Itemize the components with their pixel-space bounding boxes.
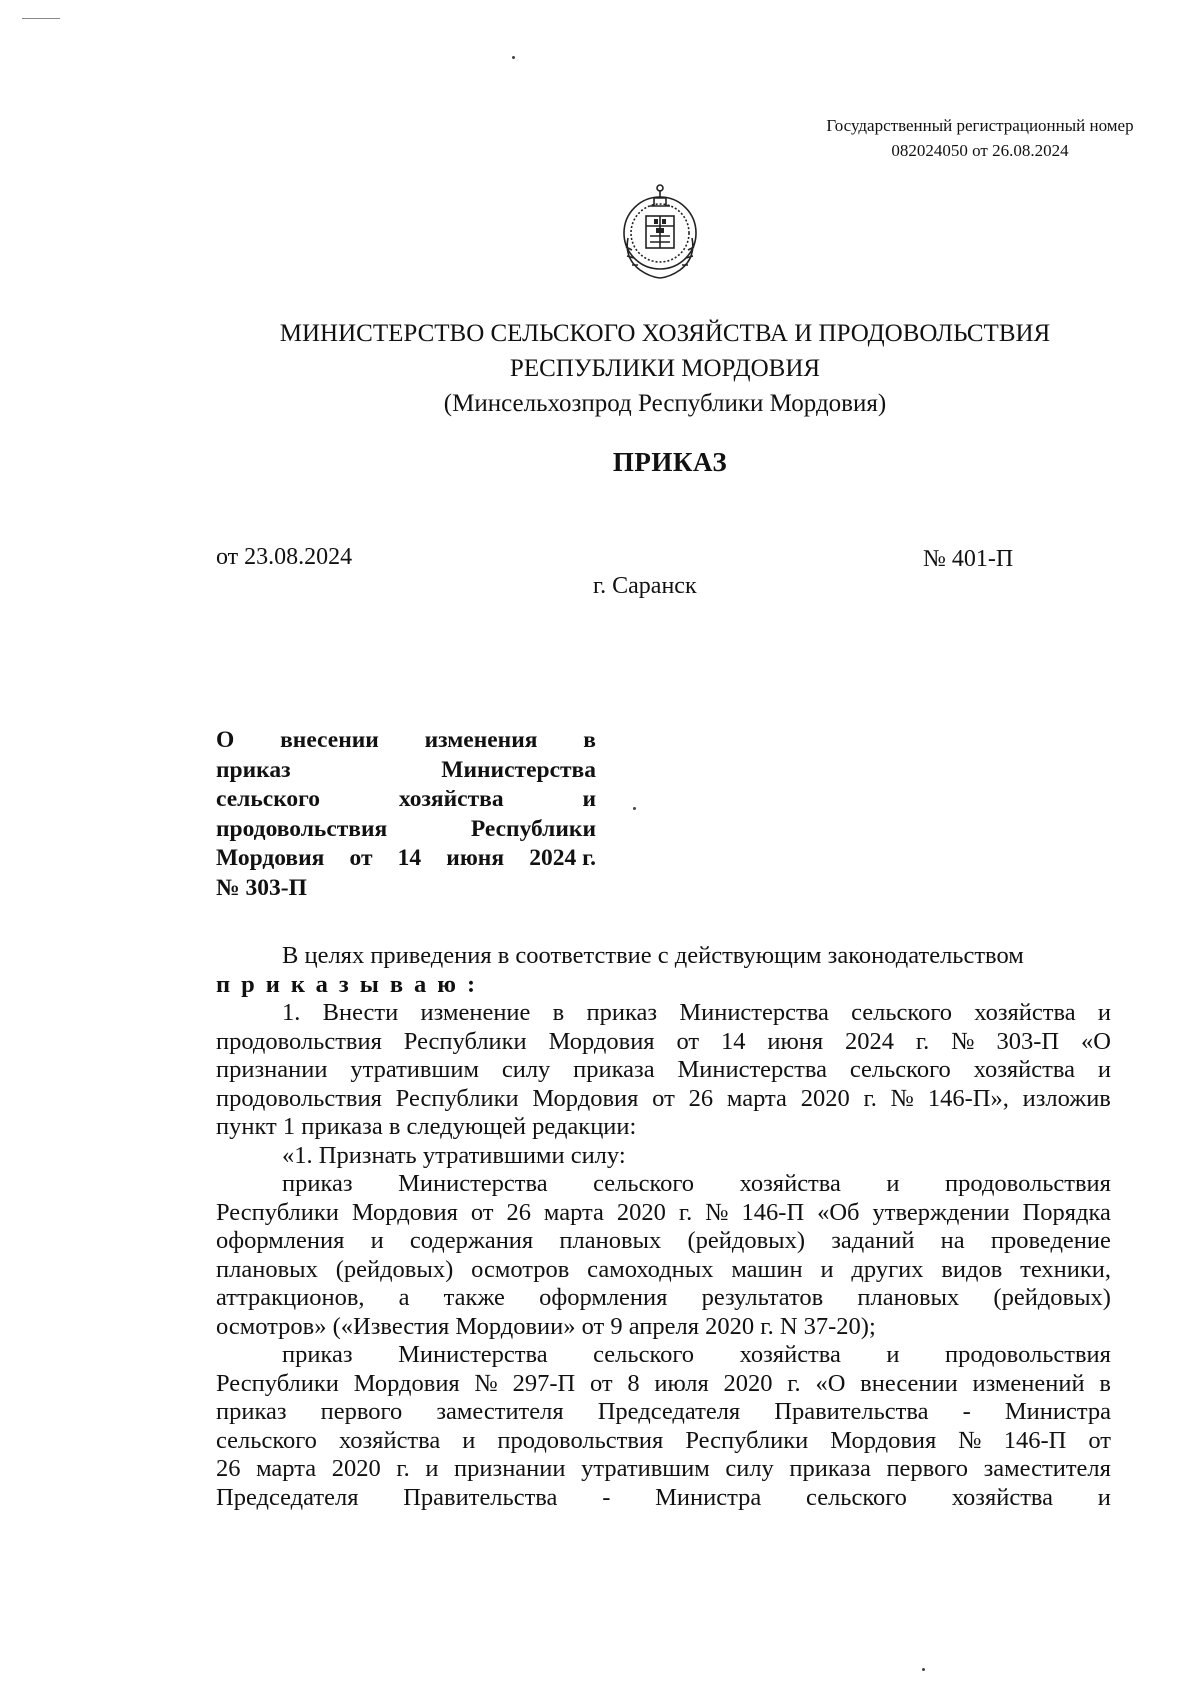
subject-word: 2024 г.: [529, 845, 596, 871]
scan-artifact-line: [22, 18, 60, 19]
paragraph-line: Республики Мордовия № 297-П от 8 июля 2020 г. «О внесении изменений в: [216, 1369, 1111, 1397]
paragraph-line: Председателя Правительства - Министра сельского хозяйства и: [216, 1483, 1111, 1511]
subject-word: в: [583, 727, 596, 753]
subject-word: сельского: [216, 786, 321, 812]
paragraph-line: сельского хозяйства и продовольствия Республики Мордовия № 146-П от: [216, 1426, 1111, 1454]
subject-word: внесении: [280, 727, 379, 753]
paragraph-line: продовольствия Республики Мордовия от 14 июня 2024 г. № 303-П «О: [216, 1027, 1111, 1055]
subject-word: изменения: [424, 727, 538, 753]
subject-line: [216, 874, 596, 904]
subject-word: 14: [397, 845, 422, 871]
scan-artifact-dot: [512, 56, 515, 59]
paragraph-line: приказ Министерства сельского хозяйства и продовольствия: [282, 1170, 1111, 1197]
subject-line: [216, 756, 596, 786]
paragraph-line: 26 марта 2020 г. и признании утратившим силу приказа первого заместителя: [216, 1455, 1111, 1482]
paragraph-line: осмотров» («Известия Мордовии» от 9 апреля 2020 г. N 37-20);: [216, 1312, 876, 1340]
subject-line: [216, 844, 596, 874]
order-number: № 401-П: [923, 546, 1014, 572]
paragraph-3: [216, 1170, 1111, 1341]
order-body: [216, 942, 1111, 1512]
paragraph-line: плановых (рейдовых) осмотров самоходных машин и других видов техники,: [216, 1255, 1111, 1283]
subject-word: Министерства: [441, 756, 596, 783]
subject-word: приказ: [216, 756, 291, 783]
subject-line: [216, 785, 596, 815]
order-subject: [216, 726, 596, 903]
ministry-short-name: (Минсельхозпрод Республики Мордовия): [443, 390, 887, 417]
scan-artifact-dot: [922, 1668, 925, 1671]
subject-word: № 303-П: [216, 874, 307, 901]
subject-word: О: [216, 727, 235, 753]
ministry-name-line-2: РЕСПУБЛИКИ МОРДОВИЯ: [509, 355, 821, 382]
subject-word: продовольствия: [216, 815, 388, 842]
paragraph-line: продовольствия Республики Мордовия от 26 марта 2020 г. № 146-П», изложив: [216, 1084, 1111, 1112]
subject-line: [216, 726, 596, 756]
order-word: приказываю:: [216, 970, 487, 998]
subject-word: хозяйства: [398, 786, 504, 812]
registration-line-1: Государственный регистрационный номер: [826, 116, 1134, 135]
ministry-name-line-1: МИНИСТЕРСТВО СЕЛЬСКОГО ХОЗЯЙСТВА И ПРОДОВОЛЬСТВИЯ: [279, 320, 1051, 347]
paragraph-line: приказ первого заместителя Председателя Правительства - Министра: [216, 1398, 1111, 1425]
scan-artifact-dot: [633, 807, 636, 810]
subject-word: июня: [446, 845, 505, 871]
subject-line: [216, 815, 596, 845]
paragraph-line: оформления и содержания плановых (рейдовых) заданий на проведение: [216, 1227, 1111, 1254]
paragraph-1: [216, 999, 1111, 1142]
ministry-header: [0, 316, 1200, 421]
subject-word: от: [349, 845, 373, 871]
document-type: ПРИКАЗ: [612, 447, 728, 477]
paragraph-line: пункт 1 приказа в следующей редакции:: [216, 1113, 637, 1140]
paragraph-line: Республики Мордовия от 26 марта 2020 г. № 146-П «Об утверждении Порядка: [216, 1198, 1111, 1226]
paragraph-2: «1. Признать утратившими силу:: [282, 1141, 626, 1169]
subject-word: Мордовия: [216, 845, 325, 871]
paragraph-line: приказ Министерства сельского хозяйства и продовольствия: [282, 1341, 1111, 1368]
paragraph-line: 1. Внести изменение в приказ Министерства сельского хозяйства и: [282, 999, 1111, 1026]
paragraph-line: признании утратившим силу приказа Министерства сельского хозяйства и: [216, 1056, 1111, 1083]
paragraph-4: [216, 1341, 1111, 1512]
subject-word: Республики: [470, 815, 596, 842]
registration-number: [780, 113, 1180, 163]
subject-word: и: [582, 786, 596, 812]
issue-city: г. Саранск: [593, 573, 697, 599]
coat-of-arms-icon: [610, 178, 710, 283]
order-date: от 23.08.2024: [216, 544, 353, 570]
registration-line-2: 082024050 от 26.08.2024: [891, 141, 1069, 160]
intro-line: В целях приведения в соответствие с действующим законодательством: [282, 942, 1024, 969]
paragraph-line: аттракционов, а также оформления результатов плановых (рейдовых): [216, 1284, 1111, 1311]
